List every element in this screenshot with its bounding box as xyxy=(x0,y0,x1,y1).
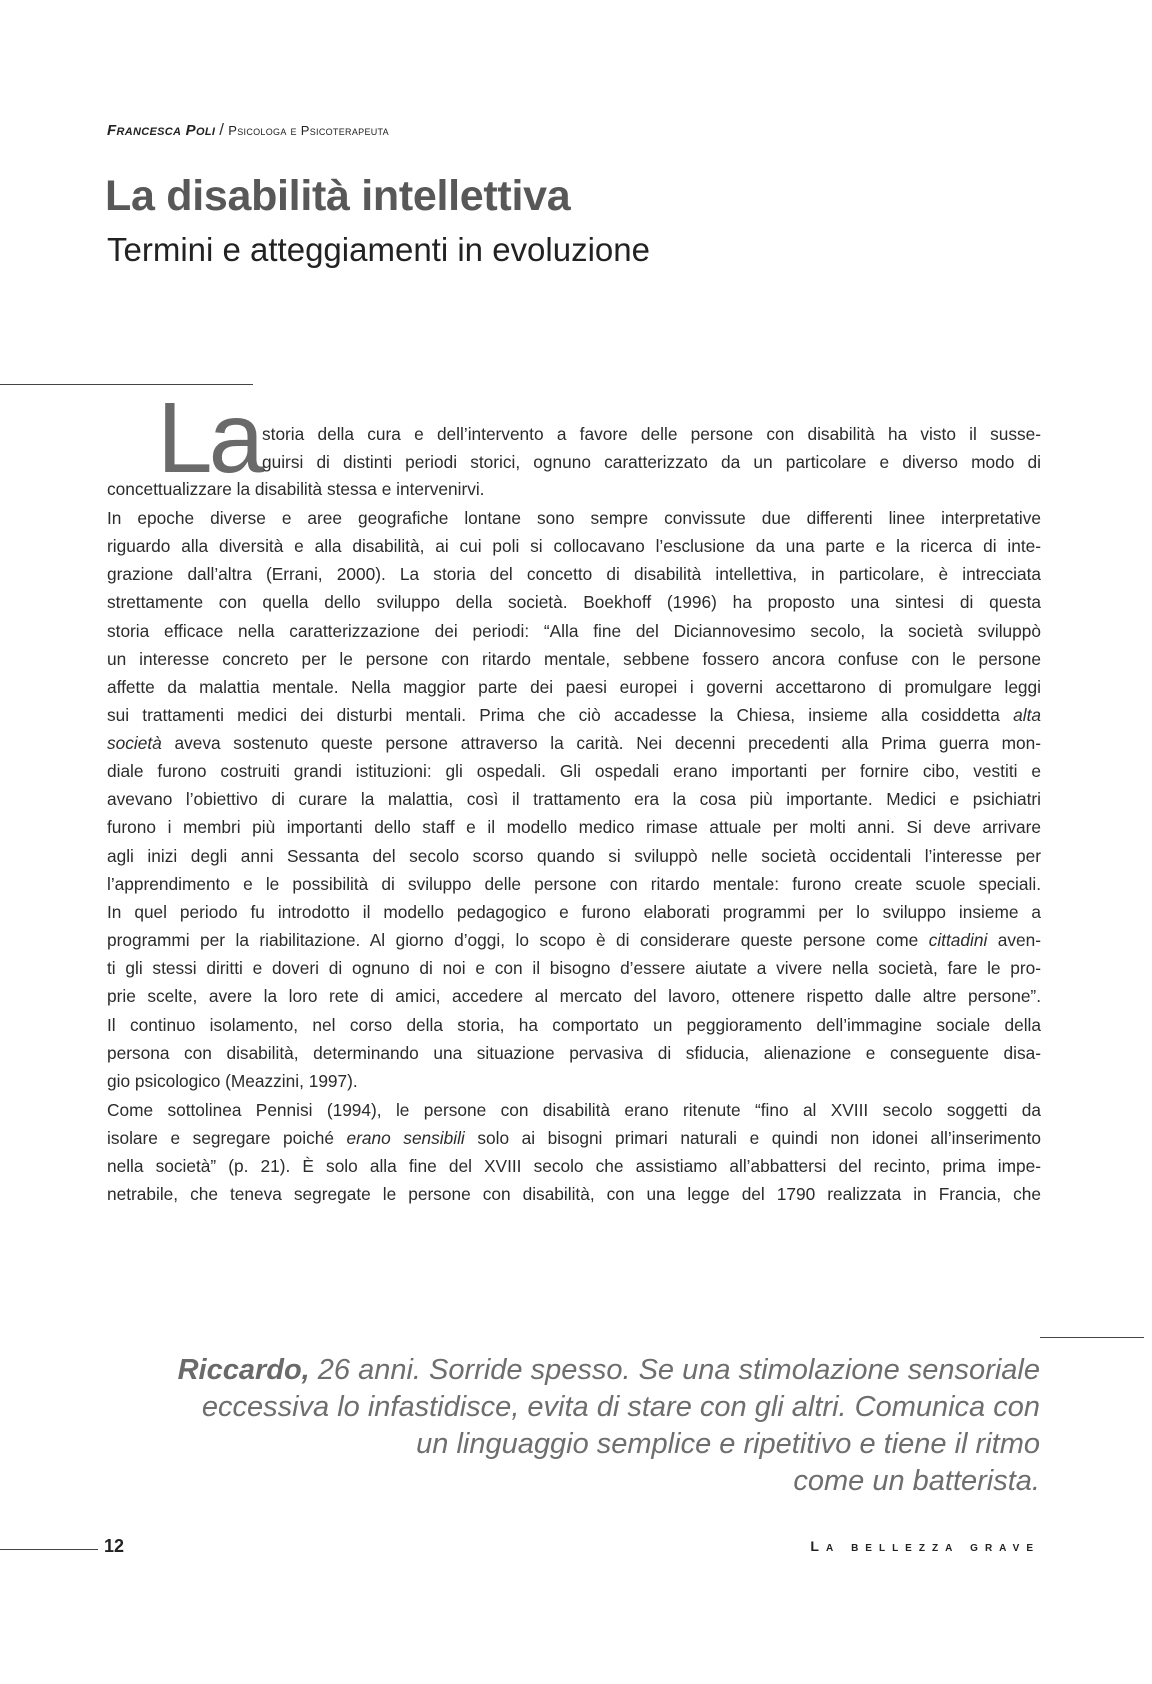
body-line: nella società” (p. 21). È solo alla fine del XVIII secolo che assistiamo all’abbattersi del recinto, prima impe- xyxy=(107,1156,1041,1176)
pullquote-line: eccessiva lo infastidisce, evita di stare con gli altri. Comunica con xyxy=(201,1391,1040,1423)
body-line: ti gli stessi diritti e doveri di ognuno di noi e con il bisogno d’essere aiutate a vivere nella società, fare le pro- xyxy=(107,958,1041,978)
body-line: agli inizi degli anni Sessanta del secolo scorso quando si sviluppò nelle società occidentali l’interesse per xyxy=(107,846,1041,866)
body-line: avevano l’obiettivo di curare la malattia, così il trattamento era la cosa più importante. Medici e psichiatri xyxy=(107,789,1041,809)
body-line: un interesse concreto per le persone con ritardo mentale, sebbene fossero ancora confuse con le persone xyxy=(107,649,1041,669)
body-line: società aveva sostenuto queste persone attraverso la carità. Nei decenni precedenti alla Prima guerra mon- xyxy=(107,733,1041,753)
body-line: Il continuo isolamento, nel corso della storia, ha comportato un peggioramento dell’immagine sociale della xyxy=(107,1015,1041,1035)
author-role: Psicologa e Psicoterapeuta xyxy=(228,123,389,138)
body-line: programmi per la riabilitazione. Al giorno d’oggi, lo scopo è di considerare queste persone come cittadini aven- xyxy=(107,930,1041,950)
pullquote-line xyxy=(80,1352,1040,1389)
body-line: persona con disabilità, determinando una situazione pervasiva di sfiducia, alienazione e conseguente disa- xyxy=(107,1043,1041,1063)
article-title: La disabilità intellettiva xyxy=(105,172,571,220)
body-line: riguardo alla diversità e alla disabilità, ai cui poli si collocavano l’esclusione da una parte e la ricerca di inte- xyxy=(107,536,1041,556)
page-number: 12 xyxy=(104,1536,125,1556)
body-line: diale furono costruiti grandi istituzioni: gli ospedali. Gli ospedali erano importanti per fornire cibo, vestiti e xyxy=(107,761,1041,781)
body-line: netrabile, che teneva segregate le persone con disabilità, con una legge del 1790 realizzata in Francia, che xyxy=(107,1184,1041,1204)
body-line: grazione dall’altra (Errani, 2000). La storia del concetto di disabilità intellettiva, in particolare, è intrecciata xyxy=(107,564,1041,584)
body-line: affette da malattia mentale. Nella maggior parte dei paesi europei i governi accettarono di promulgare leggi xyxy=(107,677,1041,697)
body-line: In quel periodo fu introdotto il modello pedagogico e furono elaborati programmi per lo sviluppo insieme a xyxy=(107,902,1041,922)
body-line: storia della cura e dell’intervento a favore delle persone con disabilità ha visto il susse- xyxy=(262,424,1041,444)
body-line: strettamente con quella dello sviluppo della società. Boekhoff (1996) ha proposto una sintesi di questa xyxy=(107,592,1041,612)
author-name: Francesca Poli xyxy=(107,122,216,139)
byline-separator: / xyxy=(219,120,225,139)
body-line: l’apprendimento e le possibilità di sviluppo delle persone con ritardo mentale: furono create scuole speciali. xyxy=(107,874,1041,894)
pullquote-text: 26 anni. Sorride spesso. Se una stimolazione sensoriale xyxy=(309,1354,1040,1386)
body-line: Come sottolinea Pennisi (1994), le persone con disabilità erano ritenute “fino al XVIII secolo soggetti da xyxy=(107,1100,1041,1120)
pullquote xyxy=(80,1352,1040,1500)
footer-divider-rule xyxy=(0,1549,98,1550)
pullquote-line: un linguaggio semplice e ripetitivo e tiene il ritmo xyxy=(416,1428,1040,1460)
body-line: storia efficace nella caratterizzazione dei periodi: “Alla fine del Diciannovesimo secolo, la società sviluppò xyxy=(107,621,1041,641)
body-line: isolare e segregare poiché erano sensibili solo ai bisogni primari naturali e quindi non idonei all’inserimento xyxy=(107,1128,1041,1148)
byline xyxy=(107,120,389,140)
body-line: prie scelte, avere la loro rete di amici, accedere al mercato del lavoro, ottenere rispetto dalle altre persone”. xyxy=(107,986,1041,1006)
body-line: gio psicologico (Meazzini, 1997). xyxy=(107,1071,358,1091)
drop-cap: La xyxy=(157,382,261,494)
body-line: sui trattamenti medici dei disturbi mentali. Prima che ciò accadesse la Chiesa, insieme alla cosiddetta alta xyxy=(107,705,1041,725)
article-subtitle: Termini e atteggiamenti in evoluzione xyxy=(107,231,650,268)
running-head: La bellezza grave xyxy=(810,1538,1040,1554)
body-line: furono i membri più importanti dello staff e il modello medico rimase attuale per molti anni. Si deve arrivare xyxy=(107,817,1041,837)
pullquote-name: Riccardo, xyxy=(177,1354,310,1386)
pullquote-divider-rule xyxy=(1040,1337,1144,1338)
body-line: concettualizzare la disabilità stessa e intervenirvi. xyxy=(107,479,485,499)
body-line: In epoche diverse e aree geografiche lontane sono sempre convissute due differenti linee interpretative xyxy=(107,508,1041,528)
body-line: guirsi di distinti periodi storici, ognuno caratterizzato da un particolare e diverso modo di xyxy=(262,452,1041,472)
pullquote-line: come un batterista. xyxy=(793,1465,1040,1497)
